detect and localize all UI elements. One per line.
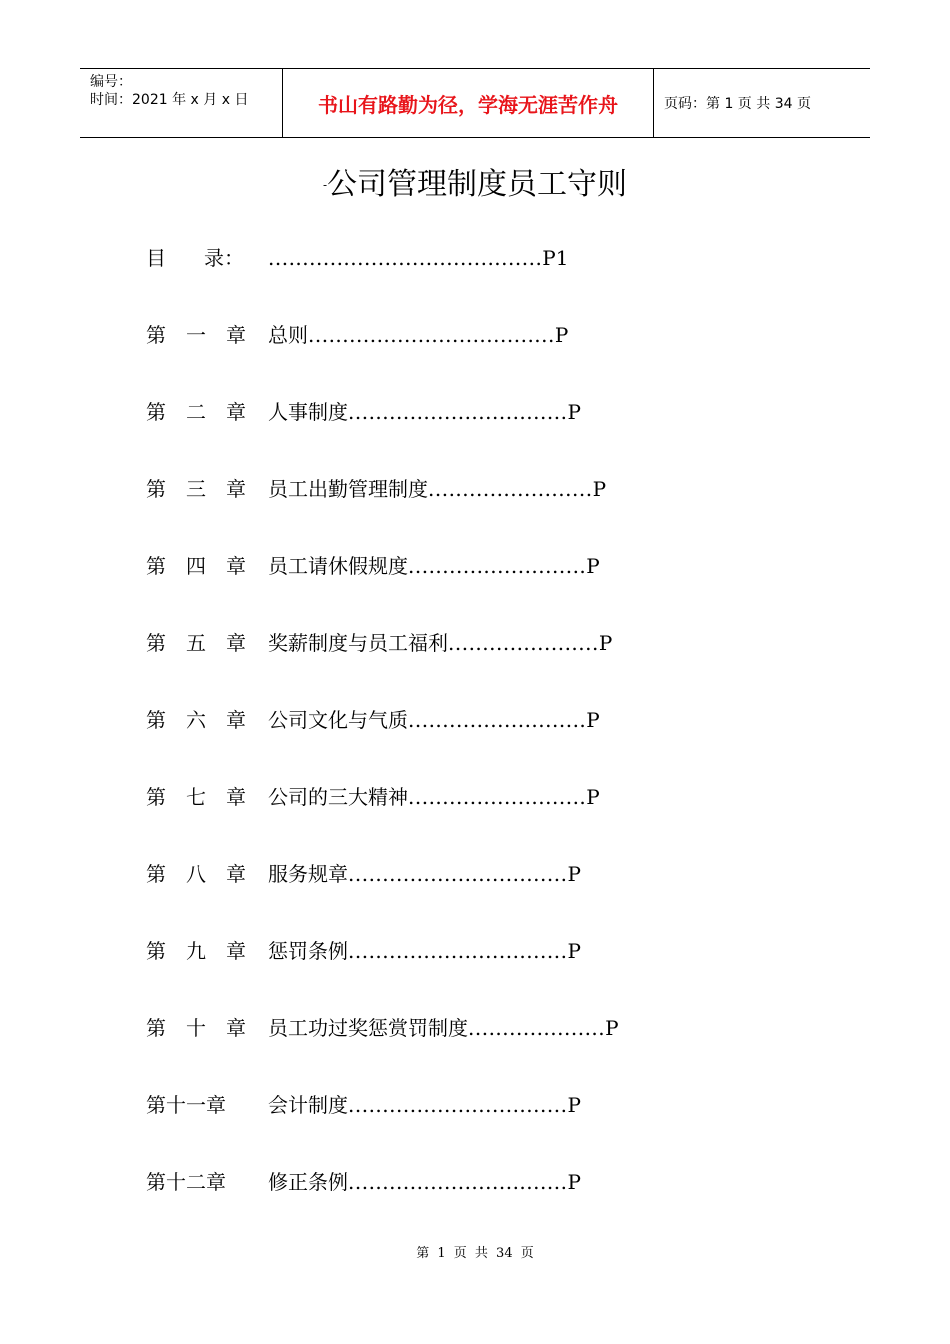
toc-leader: ........................................ <box>268 246 543 270</box>
toc-chapter: 第 四 章 <box>146 554 246 578</box>
toc-row-chapter-12[interactable] <box>146 1162 846 1202</box>
toc-entry <box>268 854 581 894</box>
toc-title: 惩罚条例 <box>268 939 348 963</box>
toc-chapter: 第 二 章 <box>146 400 246 424</box>
toc-page: P <box>605 1016 619 1040</box>
toc-page: P1 <box>542 246 569 270</box>
header-meta <box>80 69 282 137</box>
toc-row-chapter-4[interactable] <box>146 546 846 586</box>
toc-leader: .................... <box>468 1016 606 1040</box>
header-page-info: 页码：第 1 页 共 34 页 <box>664 96 811 112</box>
toc-chapter: 第 十 章 <box>146 1016 246 1040</box>
toc-title: 员工请休假规度 <box>268 554 408 578</box>
toc-row-chapter-2[interactable] <box>146 392 846 432</box>
time-label: 时间：2021 年 x 月 x 日 <box>90 92 249 108</box>
title-prefix: - <box>322 178 328 192</box>
toc-entry <box>268 1085 581 1125</box>
toc-row-chapter-11[interactable] <box>146 1085 846 1125</box>
toc-entry <box>268 238 568 278</box>
toc-page: P <box>598 631 613 655</box>
toc-title: 会计制度 <box>268 1093 348 1117</box>
toc-leader: ................................ <box>348 862 568 886</box>
toc-page: P <box>567 400 581 424</box>
toc-page: P <box>567 862 581 886</box>
toc-chapter: 第十二章 <box>146 1170 226 1194</box>
toc-chapter: 第 一 章 <box>146 323 246 347</box>
toc-leader: .................................... <box>308 323 555 347</box>
toc-entry <box>268 777 600 817</box>
toc-page: P <box>592 477 607 501</box>
toc-title: 总则 <box>268 323 308 347</box>
toc-entry <box>268 315 568 355</box>
header-motto: 书山有路勤为径，学海无涯苦作舟 <box>282 69 654 137</box>
toc-row-chapter-9[interactable] <box>146 931 846 971</box>
toc-title: 员工功过奖惩赏罚制度 <box>268 1016 468 1040</box>
toc-entry <box>268 469 606 509</box>
toc-title: 修正条例 <box>268 1170 348 1194</box>
toc-title: 服务规章 <box>268 862 348 886</box>
toc-chapter: 第 六 章 <box>146 708 246 732</box>
page-footer: 第 1 页 共 34 页 <box>416 1246 534 1261</box>
title-text: 公司管理制度员工守则 <box>327 167 628 202</box>
document-title <box>0 165 950 205</box>
toc-page: P <box>586 708 600 732</box>
toc-entry <box>268 1008 619 1048</box>
toc-chapter: 第 三 章 <box>146 477 246 501</box>
toc-row-chapter-10[interactable] <box>146 1008 846 1048</box>
toc-leader: ................................ <box>348 939 568 963</box>
toc-row-chapter-8[interactable] <box>146 854 846 894</box>
toc-row-chapter-1[interactable] <box>146 315 846 355</box>
toc-leader: ................................ <box>348 400 568 424</box>
toc-page: P <box>586 785 600 809</box>
toc-entry <box>268 623 612 663</box>
toc-row-directory[interactable] <box>146 238 846 278</box>
toc-chapter: 第 九 章 <box>146 939 246 963</box>
toc-leader: ................................ <box>348 1093 568 1117</box>
toc-leader: .......................... <box>408 785 587 809</box>
toc-leader: ................................ <box>348 1170 568 1194</box>
toc-chapter: 第十一章 <box>146 1093 226 1117</box>
toc-page: P <box>586 554 600 578</box>
toc-entry <box>268 546 600 586</box>
toc-leader: ...................... <box>448 631 599 655</box>
toc-row-chapter-3[interactable] <box>146 469 846 509</box>
toc-title: 人事制度 <box>268 400 348 424</box>
toc-leader: .......................... <box>408 708 587 732</box>
toc-row-chapter-7[interactable] <box>146 777 846 817</box>
toc-chapter: 目 录： <box>146 246 244 270</box>
toc-chapter: 第 八 章 <box>146 862 246 886</box>
toc-leader: .......................... <box>408 554 587 578</box>
toc-page: P <box>567 939 581 963</box>
toc-page: P <box>567 1093 581 1117</box>
toc-row-chapter-5[interactable] <box>146 623 846 663</box>
toc-entry <box>268 700 600 740</box>
toc-page: P <box>554 323 569 347</box>
page-header <box>80 68 870 138</box>
toc-entry <box>268 931 581 971</box>
toc-title: 公司文化与气质 <box>268 708 408 732</box>
toc-page: P <box>567 1170 581 1194</box>
toc-row-chapter-6[interactable] <box>146 700 846 740</box>
toc-title: 公司的三大精神 <box>268 785 408 809</box>
toc-chapter: 第 五 章 <box>146 631 246 655</box>
toc-entry <box>268 1162 581 1202</box>
toc-title: 奖薪制度与员工福利 <box>268 631 448 655</box>
toc-chapter: 第 七 章 <box>146 785 246 809</box>
number-label: 编号： <box>90 74 132 90</box>
toc-title: 员工出勤管理制度 <box>268 477 428 501</box>
toc-leader: ........................ <box>428 477 593 501</box>
toc-entry <box>268 392 581 432</box>
